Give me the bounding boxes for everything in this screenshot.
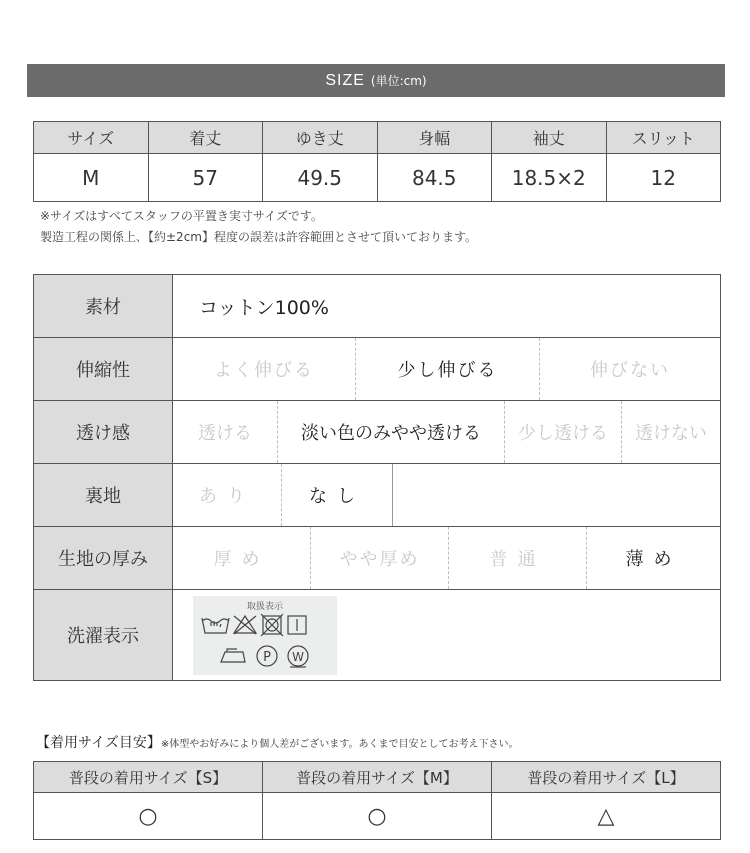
care-symbols xyxy=(193,596,337,675)
stretch-option: 伸びない xyxy=(590,360,670,381)
spec-label: 透け感 xyxy=(34,401,173,463)
size-header-cell: ゆき丈 xyxy=(263,122,378,154)
no-tumble-dry-icon xyxy=(261,614,283,636)
sheer-option: 少し透ける xyxy=(505,401,622,463)
thickness-option: やや厚め xyxy=(311,527,449,589)
size-value-cell: M xyxy=(34,154,149,202)
spec-row-lining xyxy=(34,464,720,527)
size-value-cell: 49.5 xyxy=(263,154,378,202)
tolerance-note: 製造工程の関係上､【約±2cm】程度の誤差は許容範囲とさせて頂いております。 xyxy=(40,230,478,244)
size-header-cell: 身幅 xyxy=(377,122,492,154)
fit-guide-title: 【着用サイズ目安】 xyxy=(36,735,161,751)
no-bleach-icon xyxy=(234,616,256,634)
size-value-cell: 18.5×2 xyxy=(492,154,607,202)
fit-value-cell: △ xyxy=(492,793,721,840)
fit-value-cell: ○ xyxy=(263,793,492,840)
svg-text:W: W xyxy=(292,650,304,664)
size-table xyxy=(33,121,721,202)
svg-text:P: P xyxy=(263,650,271,665)
spec-label: 素材 xyxy=(34,275,173,337)
fit-value-cell: ○ xyxy=(34,793,263,840)
size-header-cell: 袖丈 xyxy=(492,122,607,154)
size-note: ※サイズはすべてスタッフの平置き実寸サイズです。 xyxy=(40,209,323,223)
size-value-cell: 84.5 xyxy=(377,154,492,202)
spec-row-stretch xyxy=(34,338,720,401)
iron-icon xyxy=(221,649,245,662)
sheer-option: 透けない xyxy=(635,423,707,444)
size-value-cell: 57 xyxy=(148,154,263,202)
fit-guide-heading xyxy=(36,732,518,752)
thickness-option: 厚め xyxy=(173,527,311,589)
laundry-label-image xyxy=(193,596,337,675)
lining-option: あり xyxy=(173,464,282,526)
fit-guide-note: ※体型やお好みにより個人差がございます。あくまで目安としてお考え下さい。 xyxy=(160,739,519,750)
hand-wash-icon xyxy=(202,618,229,633)
fit-header-row xyxy=(34,762,721,793)
sheer-option: 透ける xyxy=(173,401,278,463)
spec-row-material xyxy=(34,275,720,338)
fit-header-cell: 普段の着用サイズ【S】 xyxy=(34,762,263,793)
fit-value-row xyxy=(34,793,721,840)
spec-label: 洗濯表示 xyxy=(34,590,173,680)
spec-label: 裏地 xyxy=(34,464,173,526)
fit-header-cell: 普段の着用サイズ【M】 xyxy=(263,762,492,793)
spec-label: 生地の厚み xyxy=(34,527,173,589)
lining-empty xyxy=(393,464,720,526)
spec-row-thickness xyxy=(34,527,720,590)
size-unit: (単位:cm) xyxy=(370,74,427,88)
fit-guide-table xyxy=(33,761,721,840)
spec-row-care xyxy=(34,590,720,680)
spec-row-sheer xyxy=(34,401,720,464)
size-table-header-row xyxy=(34,122,721,154)
spec-label: 伸縮性 xyxy=(34,338,173,400)
material-value: コットン100% xyxy=(199,296,329,319)
size-value-cell: 12 xyxy=(606,154,721,202)
size-title: SIZE xyxy=(325,71,365,89)
thickness-option-selected: 薄め xyxy=(625,549,682,570)
size-table-row xyxy=(34,154,721,202)
lining-option-selected: なし xyxy=(282,464,393,526)
spec-table xyxy=(33,274,721,681)
fit-header-cell: 普段の着用サイズ【L】 xyxy=(492,762,721,793)
size-header xyxy=(27,64,725,97)
stretch-option-selected: 少し伸びる xyxy=(356,338,540,400)
size-header-cell: スリット xyxy=(606,122,721,154)
laundry-caption: 取扱表示 xyxy=(246,602,283,612)
size-header-cell: サイズ xyxy=(34,122,149,154)
thickness-option: 普通 xyxy=(449,527,587,589)
sheer-option-selected: 淡い色のみやや透ける xyxy=(278,401,505,463)
line-dry-icon xyxy=(288,616,306,634)
stretch-option: よく伸びる xyxy=(173,338,356,400)
size-header-cell: 着丈 xyxy=(148,122,263,154)
